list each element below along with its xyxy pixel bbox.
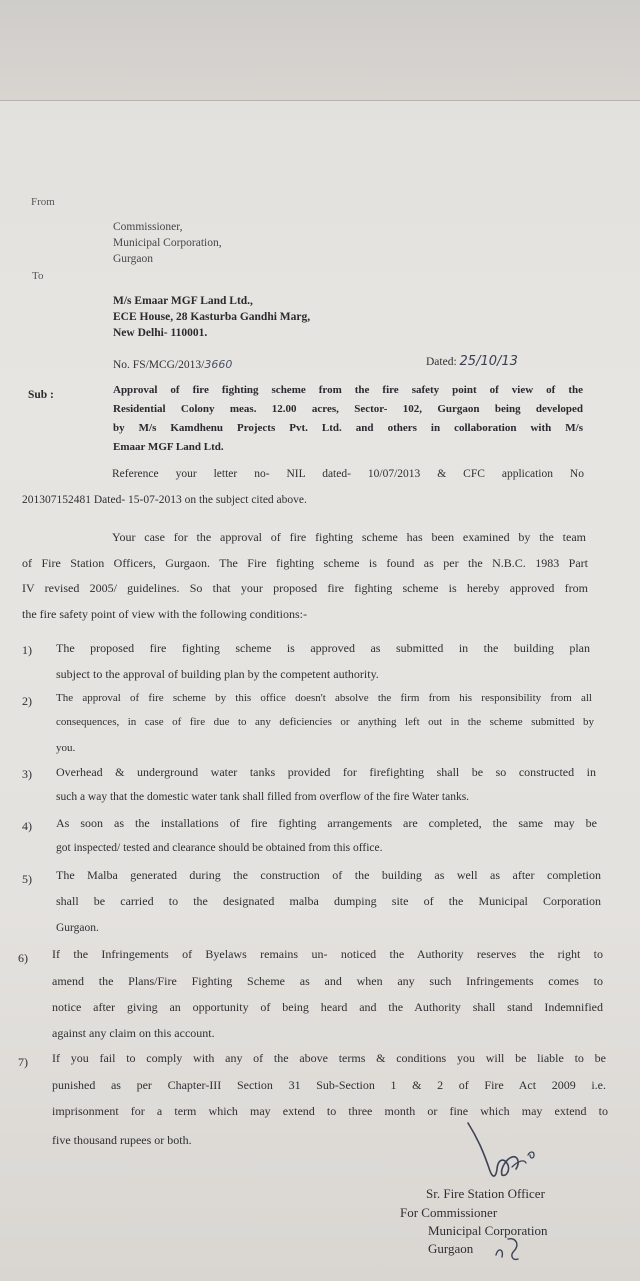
condition-line: you.	[56, 742, 76, 754]
sender-block	[113, 219, 222, 267]
condition-line: Gurgaon.	[56, 922, 99, 934]
condition-number: 4)	[22, 819, 32, 833]
subject-line: by M/s Kamdhenu Projects Pvt. Ltd. and others in collaboration with M/s	[113, 422, 583, 434]
signature-city: Gurgaon	[428, 1241, 474, 1256]
dated-handwritten: 25/10/13	[459, 354, 518, 369]
condition-line: The proposed fire fighting scheme is approved as submitted in the building plan	[56, 641, 590, 655]
body-line: of Fire Station Officers, Gurgaon. The Fire fighting scheme is found as per the N.B.C. 1983 Part	[22, 556, 588, 570]
condition-line: amend the Plans/Fire Fighting Scheme as and when any such Infringements comes to	[52, 974, 603, 988]
condition-line: The approval of fire scheme by this office doesn't absolve the firm from his responsibility from all	[56, 692, 592, 704]
condition-number: 5)	[22, 872, 32, 886]
condition-line: subject to the approval of building plan by the competent authority.	[56, 667, 379, 681]
condition-number: 6)	[18, 951, 28, 965]
condition-line: punished as per Chapter-III Section 31 Sub-Section 1 & 2 of Fire Act 2009 i.e.	[52, 1078, 606, 1092]
condition-number: 2)	[22, 694, 32, 708]
condition-line: The Malba generated during the construction of the building as well as after completion	[56, 868, 601, 882]
handwritten-initials	[490, 1229, 526, 1265]
recipient-block	[113, 293, 310, 341]
recipient-line: M/s Emaar MGF Land Ltd.,	[113, 295, 253, 307]
from-label: From	[31, 196, 55, 208]
condition-line: got inspected/ tested and clearance should be obtained from this office.	[56, 842, 383, 854]
sender-line: Commissioner,	[113, 221, 183, 233]
condition-line: consequences, in case of fire due to any deficiencies or anything left out in the scheme submitted by	[56, 716, 594, 728]
condition-line: As soon as the installations of fire fighting arrangements are completed, the same may be	[56, 816, 597, 830]
condition-line: imprisonment for a term which may extend to three month or fine which may extend to	[52, 1104, 608, 1118]
dated-label: Dated:	[426, 356, 457, 368]
condition-line: five thousand rupees or both.	[52, 1133, 192, 1147]
sender-line: Gurgaon	[113, 253, 154, 265]
condition-line: Overhead & underground water tanks provided for firefighting shall be so constructed in	[56, 765, 596, 779]
to-label: To	[32, 270, 44, 282]
recipient-line: New Delhi- 110001.	[113, 327, 208, 339]
letter-number-text: No. FS/MCG/2013/	[113, 359, 205, 371]
body-line: Your case for the approval of fire fighting scheme has been examined by the team	[112, 530, 586, 544]
reference-line: 201307152481 Dated- 15-07-2013 on the subject cited above.	[22, 494, 307, 506]
date-line	[426, 355, 518, 369]
signature-title: Sr. Fire Station Officer	[426, 1186, 545, 1201]
condition-number: 3)	[22, 767, 32, 781]
letter-number	[113, 358, 232, 372]
sender-line: Municipal Corporation,	[113, 237, 222, 249]
handwritten-signature	[460, 1119, 560, 1189]
condition-line: notice after giving an opportunity of being heard and the Authority shall stand Indemnified	[52, 1000, 603, 1014]
body-line: IV revised 2005/ guidelines. So that your proposed fire fighting scheme is hereby approved from	[22, 581, 588, 595]
subject-label: Sub :	[28, 389, 54, 401]
recipient-line: ECE House, 28 Kasturba Gandhi Marg,	[113, 311, 311, 323]
letter-page	[0, 100, 640, 1281]
condition-line: If you fail to comply with any of the above terms & conditions you will be liable to be	[52, 1051, 606, 1065]
subject-line: Approval of fire fighting scheme from the fire safety point of view of the	[113, 384, 583, 396]
reference-line: Reference your letter no- NIL dated- 10/07/2013 & CFC application No	[112, 468, 584, 480]
letter-number-handwritten: 3660	[204, 358, 233, 371]
subject-line: Emaar MGF Land Ltd.	[113, 441, 224, 453]
background-surface	[0, 0, 640, 100]
condition-number: 7)	[18, 1055, 28, 1069]
signature-org: Municipal Corporation	[428, 1223, 548, 1238]
condition-line: such a way that the domestic water tank shall filled from overflow of the fire Water tanks.	[56, 791, 470, 803]
subject-line: Residential Colony meas. 12.00 acres, Sector- 102, Gurgaon being developed	[113, 403, 583, 415]
body-line: the fire safety point of view with the following conditions:-	[22, 607, 307, 621]
condition-number: 1)	[22, 643, 32, 657]
condition-line: against any claim on this account.	[52, 1026, 215, 1040]
condition-line: shall be carried to the designated malba dumping site of the Municipal Corporation	[56, 894, 601, 908]
signature-for: For Commissioner	[400, 1205, 498, 1220]
condition-line: If the Infringements of Byelaws remains un- noticed the Authority reserves the right to	[52, 947, 603, 961]
subject-text	[113, 381, 583, 457]
